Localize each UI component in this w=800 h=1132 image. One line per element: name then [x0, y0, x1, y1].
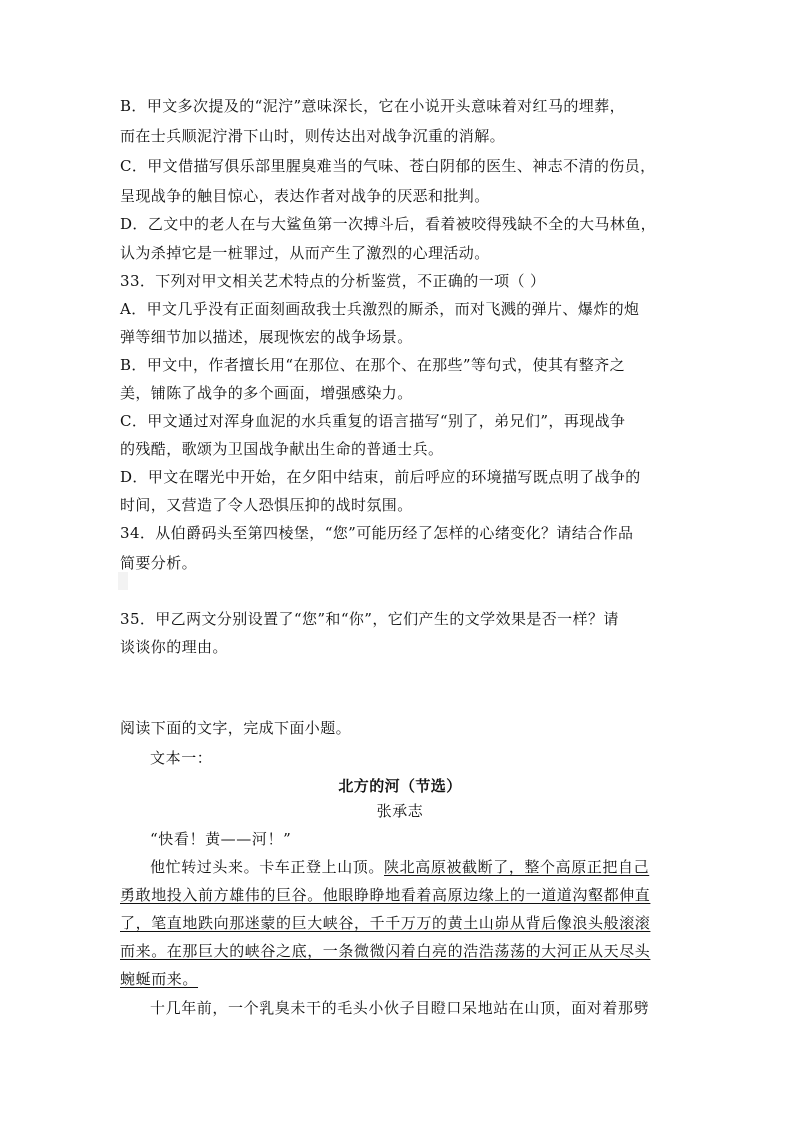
q33-option-d-line-2: 时间，又营造了令人恐惧压抑的战时氛围。	[120, 496, 413, 514]
paragraph-2-start: 他忙转过头来。卡车正登上山顶。	[150, 858, 385, 876]
article-title: 北方的河（节选）	[338, 777, 462, 795]
q33-option-b-line-1: B．甲文中，作者擅长用“在那位、在那个、在那些”等句式，使其有整齐之	[120, 356, 625, 374]
answer-space-mark	[118, 572, 128, 590]
q35-stem-line-2: 谈谈你的理由。	[120, 638, 228, 656]
text-label: 文本一：	[150, 749, 213, 767]
article-author: 张承志	[376, 802, 424, 820]
underlined-passage-part-3: 了，笔直地跌向那迷蒙的巨大峡谷，千千万万的黄土山峁从背后像浪头般滚滚	[120, 914, 651, 932]
q33-option-a-line-1: A．甲文几乎没有正面刻画敌我士兵激烈的厮杀，而对飞溅的弹片、爆炸的炮	[120, 300, 640, 318]
q32-option-d-line-2: 认为杀掉它是一桩罪过，从而产生了激烈的心理活动。	[120, 244, 490, 262]
q33-option-c-line-1: C．甲文通过对浑身血泥的水兵重复的语言描写“别了，弟兄们”，再现战争	[120, 412, 626, 430]
q32-option-c-line-2: 呈现战争的触目惊心，表达作者对战争的厌恶和批判。	[120, 187, 490, 205]
paragraph-3: 十几年前，一个乳臭未干的毛头小伙子目瞪口呆地站在山顶，面对着那劈	[150, 999, 650, 1017]
q35-stem-line-1: 35．甲乙两文分别设置了“您”和“你”，它们产生的文学效果是否一样？请	[120, 610, 619, 628]
q33-option-b-line-2: 美，铺陈了战争的多个画面，增强感染力。	[120, 384, 413, 402]
q33-option-c-line-2: 的残酷，歌颂为卫国战争献出生命的普通士兵。	[120, 440, 444, 458]
underlined-passage-part-1: 陕北高原被截断了，整个高原正把自己	[384, 858, 650, 876]
q33-option-d-line-1: D．甲文在曙光中开始，在夕阳中结束，前后呼应的环境描写既点明了战争的	[120, 468, 641, 486]
q34-stem-line-1: 34．从伯爵码头至第四棱堡，“您”可能历经了怎样的心绪变化？请结合作品	[120, 524, 634, 542]
q32-option-d-line-1: D．乙文中的老人在与大鲨鱼第一次搏斗后，看着被咬得残缺不全的大马林鱼，	[120, 215, 657, 233]
q34-stem-line-2: 简要分析。	[120, 554, 198, 572]
paragraph-1: “快看！黄——河！”	[150, 830, 292, 848]
q32-option-b-line-1: B．甲文多次提及的“泥泞”意味深长，它在小说开头意味着对红马的埋葬，	[120, 97, 625, 115]
q33-stem: 33．下列对甲文相关艺术特点的分析鉴赏，不正确的一项（ ）	[120, 272, 546, 290]
q32-option-b-line-2: 而在士兵顺泥泞滑下山时，则传达出对战争沉重的消解。	[120, 127, 506, 145]
underlined-passage-part-4: 而来。在那巨大的峡谷之底，一条微微闪着白亮的浩浩荡荡的大河正从天尽头	[120, 942, 651, 960]
q32-option-c-line-1: C．甲文借描写俱乐部里腥臭难当的气味、苍白阴郁的医生、神志不清的伤员，	[120, 157, 656, 175]
reading-instruction: 阅读下面的文字，完成下面小题。	[120, 719, 352, 737]
underlined-passage-part-5: 蜿蜒而来。	[120, 970, 199, 988]
paragraph-2-line-1	[150, 857, 649, 877]
q33-option-a-line-2: 弹等细节加以描述，展现恢宏的战争场景。	[120, 328, 413, 346]
underlined-passage-part-2: 勇敢地投入前方雄伟的巨谷。他眼睁睁地看着高原边缘上的一道道沟壑都伸直	[120, 886, 651, 904]
